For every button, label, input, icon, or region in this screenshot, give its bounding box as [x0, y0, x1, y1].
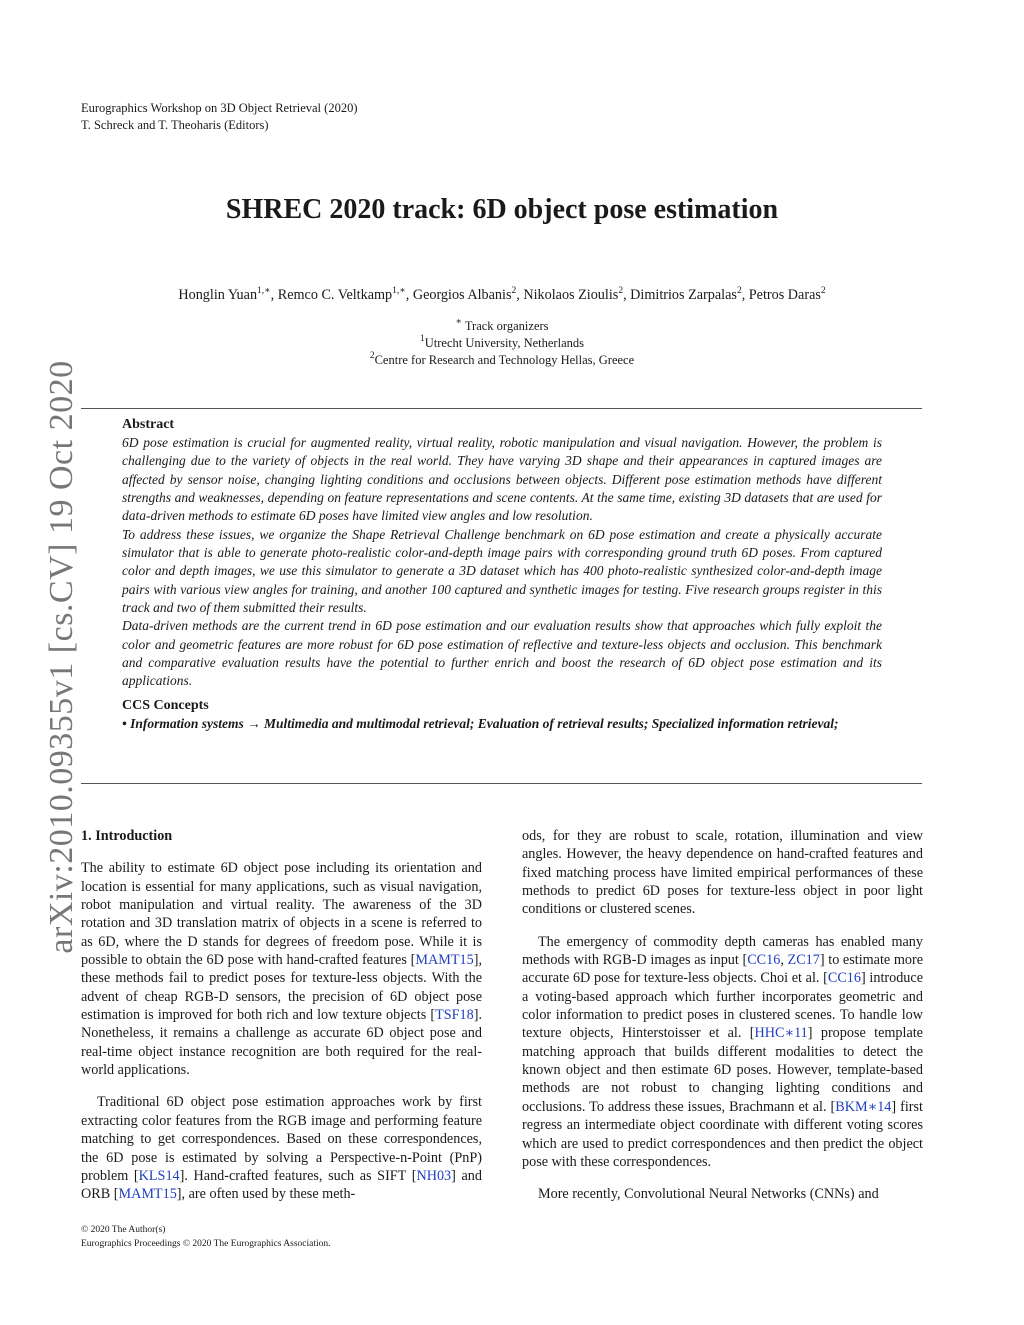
text-run: ] introduce a voting-based approach which further incorporates geometric and color information to predict poses in clustered scenes. To handle low texture objects, Hinterstoisser et al. [ [522, 970, 923, 1042]
text-run: The emergency of commodity depth cameras has enabled many methods with RGB-D images as input [ [522, 933, 923, 969]
citation-link[interactable]: MAMT15 [118, 1186, 177, 1203]
author-affil-mark: 2 [736, 286, 742, 296]
abstract-heading: Abstract [122, 417, 175, 432]
affil-text: Track organizers [461, 319, 549, 333]
author-affil-mark: 1,∗ [257, 286, 271, 296]
citation-link[interactable]: CC16 [747, 952, 781, 969]
author-name: Petros Daras [748, 287, 821, 303]
text-run: ], these methods fail to predict poses for texture-less objects. With the advent of cheap RGB-D sensors, the precision of 6D object pose estimation is improved for both rich and low texture objects [ [81, 952, 482, 1024]
section-heading: 1. Introduction [81, 828, 173, 844]
affiliation-1 [60, 335, 944, 352]
author-name: Nikolaos Zioulis [523, 287, 619, 303]
citation-link[interactable]: TSF18 [435, 1007, 474, 1024]
text-run: ], are often used by these meth- [176, 1186, 356, 1203]
footer-copyright: © 2020 The Author(s) [81, 1225, 166, 1235]
author-name: Remco C. Veltkamp [277, 287, 393, 303]
affil-mark: 1 [420, 334, 425, 344]
author-affil-mark: 2 [511, 286, 517, 296]
text-run: ] to estimate more accurate 6D pose for texture-less objects. Choi et al. [ [522, 952, 923, 987]
divider-top [81, 408, 922, 409]
author-affil-mark: 2 [618, 286, 624, 296]
footer-proceedings: Eurographics Proceedings © 2020 The Eurographics Association. [81, 1239, 331, 1249]
text-run: Traditional 6D object pose estimation approaches work by first extracting color features from the RGB image and performing feature matching to get correspondences. Based on these correspondences, the 6D pose is estimated by solving a Perspective-n-Point (PnP) problem [ [81, 1094, 482, 1184]
author-name: Georgios Albanis [412, 287, 512, 303]
citation-link[interactable]: CC16 [827, 970, 861, 987]
abstract-paragraph-1: 6D pose estimation is crucial for augmented reality, virtual reality, robotic manipulation and visual navigation. However, the problem is challenging due to the variety of objects in the real world. They have varying 3D shape and their appearances in captured images are affected by sensor noise, changing lighting conditions and occlusions between objects. Different pose estimation methods have different strengths and weaknesses, depending on feature representations and scene contents. At the same time, existing 3D datasets that are used for data-driven methods to estimate 6D poses have limited view angles and low resolution. [122, 435, 882, 524]
text-run: ]. Nonetheless, it remains a challenge as accurate 6D object pose and real-time object instance recognition are both required for the real-world applications. [81, 1007, 482, 1079]
author-affil-mark: 2 [820, 286, 826, 296]
affiliation-2 [60, 352, 944, 369]
text-run: ] and ORB [ [81, 1167, 482, 1203]
author-separator: , [741, 287, 749, 303]
affiliation-organizers [60, 318, 944, 335]
text-run: ] first regress an intermediate object coordinate with different voting scores which are used to predict correspondences and then predict the object pose with these correspondences. [522, 1098, 923, 1170]
ccs-heading: CCS Concepts [122, 697, 209, 713]
text-run: ] propose template matching approach that builds different modalities to detect the known object and then estimate 6D poses. However, template-based methods are not robust to changing lighting conditions and occlusions. To address these issues, Brachmann et al. [ [522, 1025, 923, 1115]
author-separator: , [623, 287, 631, 303]
citation-link[interactable]: NH03 [416, 1167, 452, 1184]
author-separator: , [516, 287, 524, 303]
author-list [60, 285, 944, 305]
citation-link[interactable]: ZC17 [787, 952, 820, 969]
intro-paragraph-4 [522, 933, 923, 1171]
ccs-concepts: • Information systems → Multimedia and multimodal retrieval; Evaluation of retrieval results; Specialized information retrieval; [122, 715, 839, 731]
affil-mark: 2 [369, 351, 375, 361]
divider-bottom [81, 783, 922, 784]
citation-link[interactable]: BKM∗14 [835, 1098, 892, 1115]
text-run: The ability to estimate 6D object pose including its orientation and location is essential for many applications, such as visual navigation, robot manipulation and virtual reality. The awareness of the 3D rotation and 3D translation matrix of objects in a scene is referred to as 6D, where the D stands for degrees of freedom pose. While it is possible to obtain the 6D pose with hand-crafted features [ [81, 860, 482, 969]
right-column [522, 827, 923, 1204]
abstract-paragraph-2: To address these issues, we organize the Shape Retrieval Challenge benchmark on 6D pose estimation and create a physically accurate simulator that is able to generate photo-realistic color-and-depth image pairs with corresponding ground truth 6D poses. From captured color and depth images, we use this simulator to generate a 3D dataset which has 400 photo-realistic synthesized color-and-depth image pairs with various view angles for training, and another 100 captured and synthetic images for testing. Five research groups register in this track and two of them submitted their results. [122, 526, 882, 616]
editors-line: T. Schreck and T. Theoharis (Editors) [81, 118, 269, 132]
affil-text: Centre for Research and Technology Hellas, Greece [374, 353, 635, 367]
text-run: ]. Hand-crafted features, such as SIFT [ [179, 1167, 417, 1184]
author-separator: , [405, 287, 413, 303]
abstract-section [122, 415, 882, 733]
venue-line: Eurographics Workshop on 3D Object Retrieval (2020) [81, 101, 358, 115]
author-separator: , [270, 287, 278, 303]
arxiv-stamp: arXiv:2010.09355v1 [cs.CV] 19 Oct 2020 [43, 360, 80, 954]
intro-paragraph-5: More recently, Convolutional Neural Networks (CNNs) and [538, 1186, 879, 1203]
intro-paragraph-2 [81, 1093, 482, 1203]
text-run: , [780, 952, 788, 969]
abstract-paragraph-3: Data-driven methods are the current trend in 6D pose estimation and our evaluation results show that approaches which fully exploit the color and geometric features are more robust for 6D pose estimation of reflective and texture-less objects and occlusion. This benchmark and comparative evaluation results have the potential to further enrich and boost the research of 6D object pose estimation and its applications. [122, 618, 882, 689]
author-name: Dimitrios Zarpalas [630, 287, 737, 303]
affil-mark: ∗ [455, 317, 462, 327]
citation-link[interactable]: MAMT15 [415, 952, 474, 969]
affil-text: Utrecht University, Netherlands [424, 336, 584, 350]
paper-title: SHREC 2020 track: 6D object pose estimation [225, 194, 779, 225]
author-name: Honglin Yuan [178, 287, 258, 303]
author-affil-mark: 1,∗ [392, 286, 406, 296]
left-column [81, 827, 482, 1204]
citation-link[interactable]: KLS14 [138, 1167, 180, 1184]
intro-paragraph-1 [81, 859, 482, 1079]
citation-link[interactable]: HHC∗11 [754, 1025, 808, 1042]
intro-paragraph-3: ods, for they are robust to scale, rotation, illumination and view angles. However, the heavy dependence on hand-crafted features and fixed matching process have limited empirical performances of these methods to predict 6D poses for texture-less object in poor light conditions or clustered scenes. [522, 828, 923, 918]
